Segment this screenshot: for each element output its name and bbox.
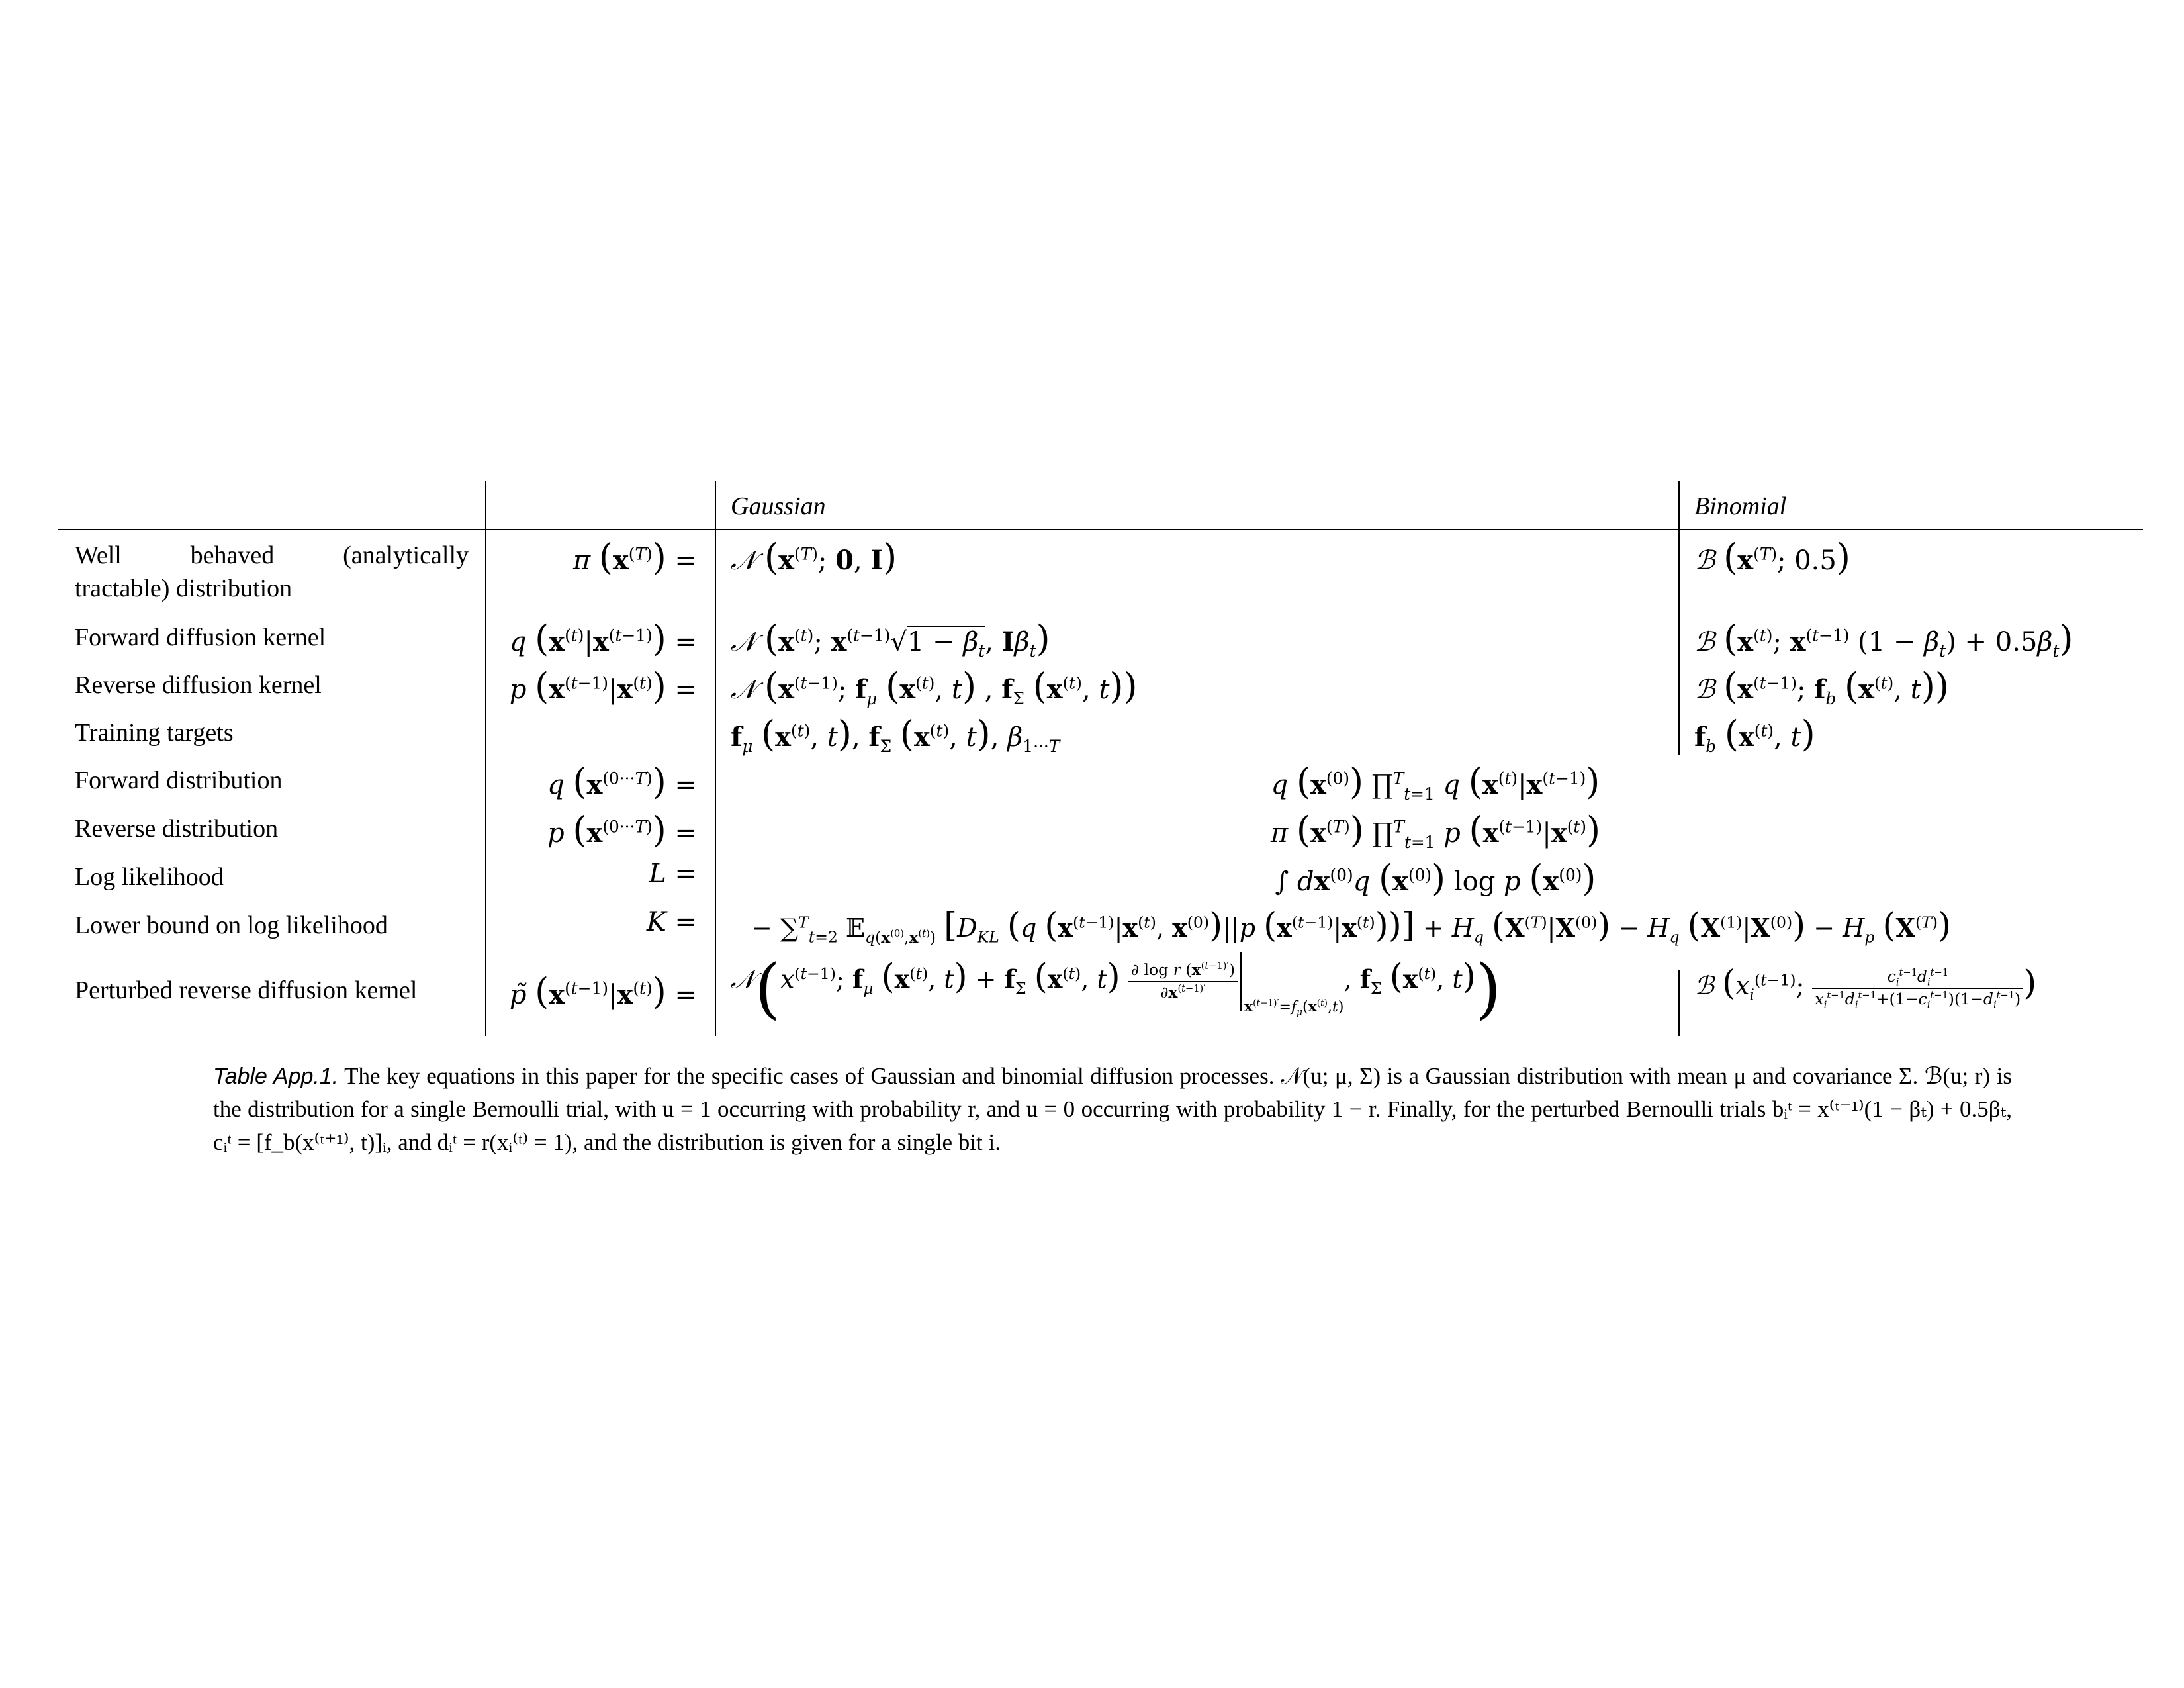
row-label-reverse-kernel: Reverse diffusion kernel	[75, 671, 322, 699]
column-divider-lhs	[715, 481, 716, 1036]
row-label-perturbed-kernel: Perturbed reverse diffusion kernel	[75, 976, 418, 1004]
caption-text: The key equations in this paper for the specific cases of Gaussian and binomial diffusion processes. 𝒩(u; μ, Σ) is a Gaussian distribution with mean μ and covariance Σ. ℬ(u; r) is the distribution for a single Bernoulli trial, with u = 1 occurring with probability r, and u = 0 occurring with probability 1 − r. Finally, for the perturbed Bernoulli trials bᵢᵗ = x⁽ᵗ⁻¹⁾(1 − βₜ) + 0.5βₜ, cᵢᵗ = [f_b(x⁽ᵗ⁺¹⁾, t)]ᵢ, and dᵢᵗ = r(xᵢ⁽ᵗ⁾ = 1), and the distribution is given for a single bit i.	[213, 1063, 2012, 1155]
shared-lower-bound: − ∑$^T_{t=2}$ 𝔼$_{q(x^{(0)},x^{(t)})}$ [$D_{KL}$ (q ($x^{(t-1)}|x^{(t)}$, $x^{(0)})||p$ $(x^{(t-1)}|x^{(t)}))] + H_q$ $(X^{(T)}|X^{(0)}) - H_q$ $(X^{(1)}|X^{(0)}) - H_p$ $(X^{(T)})$	[751, 906, 1952, 947]
lhs-reverse-distribution: p $(x^{(0\cdot\cdot\cdot T)})$ =	[547, 809, 697, 851]
header-rule	[58, 529, 2143, 530]
lhs-perturbed-kernel: p̃ $(x^{(t-1)}|x^{(t)})$ =	[509, 970, 697, 1012]
column-divider-binomial-lower	[1678, 970, 1680, 1036]
row-label-log-likelihood: Log likelihood	[75, 863, 224, 891]
gaussian-reverse-kernel: 𝒩 ($x^{(t-1)}$; $f_\mu$ ($x^{(t)}$, t) , $f_\Sigma$ ($x^{(t)}$, t))	[731, 665, 1138, 708]
row-label-forward-distribution: Forward distribution	[75, 767, 283, 794]
gaussian-perturbed-kernel: $𝒩(x^{(t-1)}$; $f_\mu$ ($x^{(t)}$, $t) + f_\Sigma$ ($x^{(t)}$, t) $\frac{\partial \log r (x^{(t-1)'})}{\partial x^{(t-1)'}}$ $x^{(t-1)'}=f_\mu(x^{(t)},t)$, $f_\Sigma$ ($x^{(t)}$, t))	[731, 951, 1502, 1027]
lhs-lower-bound: K =	[646, 907, 697, 937]
header-binomial: Binomial	[1694, 492, 1787, 520]
lhs-reverse-kernel: p $(x^{(t-1)}|x^{(t)})$ =	[509, 665, 697, 707]
gaussian-training-targets: $f_\mu$ ($x^{(t)}$, t), $f_\Sigma$ ($x^{(t)}$, t), $\beta_{1\cdot\cdot\cdot T}$	[731, 713, 1060, 756]
binomial-perturbed-kernel: ℬ ($x_i^{(t-1)}$; $\frac{c_i^{t-1}d_i^{t-1}}{x_i^{t-1}d_i^{t-1}+(1-c_i^{t-1})(1-d_i^{t-1})}$ )	[1694, 963, 2037, 1011]
gaussian-prior: 𝒩 ($x^{(T)}$; 0, I)	[731, 536, 897, 578]
binomial-reverse-kernel: ℬ ($x^{(t-1)}$; $f_b$ ($x^{(t)}$, t))	[1694, 665, 1949, 708]
row-label-training-targets: Training targets	[75, 719, 234, 747]
binomial-prior: ℬ ($x^{(T)}$; 0.5)	[1694, 536, 1850, 578]
row-label-well-behaved: Well behaved (analytically tractable) distribution	[75, 541, 469, 602]
shared-log-likelihood: ∫ $dx^{(0)}q$ $(x^{(0)})$ log p $(x^{(0)})$	[1275, 857, 1596, 899]
row-label-lower-bound: Lower bound on log likelihood	[75, 912, 388, 939]
shared-reverse-distribution: π $(x^{(T)})$ ∏$^T_{t=1}$ p $(x^{(t-1)}|x^{(t)})$	[1270, 809, 1601, 852]
binomial-forward-kernel: ℬ ($x^{(t)}$; $x^{(t-1)}$ $(1 - \beta_t) + 0.5\beta_t$)	[1694, 618, 2073, 661]
row-label-reverse-distribution: Reverse distribution	[75, 815, 279, 843]
lhs-forward-distribution: q $(x^{(0\cdot\cdot\cdot T)})$ =	[547, 761, 697, 802]
caption-tag: Table App.1.	[213, 1064, 339, 1089]
table-caption	[213, 1060, 2012, 1159]
lhs-log-likelihood: L =	[649, 859, 697, 889]
column-divider-label	[485, 481, 486, 1036]
binomial-training-targets: $f_b$ ($x^{(t)}$, t)	[1694, 713, 1815, 756]
lhs-forward-kernel: q $(x^{(t)}|x^{(t-1)})$ =	[509, 618, 697, 659]
header-gaussian: Gaussian	[731, 492, 826, 520]
shared-forward-distribution: q $(x^{(0)})$ ∏$^T_{t=1}$ q $(x^{(t)}|x^{(t-1)})$	[1271, 761, 1600, 804]
gaussian-forward-kernel: 𝒩 ($x^{(t)}$; $x^{(t-1)}√1 - \beta_t$, $I\beta_t$)	[731, 618, 1050, 661]
column-divider-binomial	[1678, 481, 1680, 755]
row-label-forward-kernel: Forward diffusion kernel	[75, 624, 326, 651]
lhs-prior: π $(x^{(T)})$ =	[572, 536, 697, 578]
